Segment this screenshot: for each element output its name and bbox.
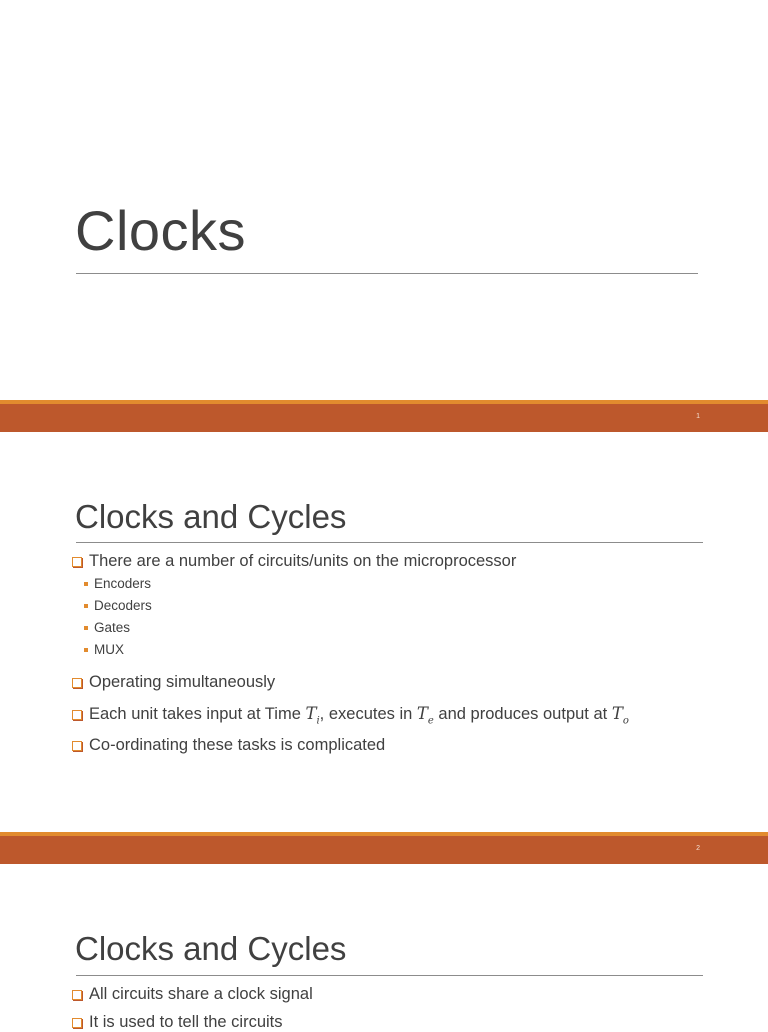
filled-square-bullet-icon	[84, 582, 88, 586]
sub-bullet-item	[84, 620, 130, 635]
sub-bullet-text: Decoders	[94, 598, 152, 613]
sub-bullet-text: MUX	[94, 642, 124, 657]
hollow-square-bullet-icon	[72, 710, 82, 720]
title-divider	[76, 273, 698, 274]
bullet-text: Each unit takes input at Time $T_i$, executes in $T_e$ and produces output at $T_o$	[89, 704, 629, 727]
title-divider	[76, 975, 703, 976]
hollow-square-bullet-icon	[72, 557, 82, 567]
bullet-item	[72, 704, 629, 726]
bullet-item	[72, 736, 385, 755]
filled-square-bullet-icon	[84, 604, 88, 608]
sub-bullet-text: Encoders	[94, 576, 152, 591]
bullet-text: All circuits share a clock signal	[89, 985, 313, 1003]
bullet-item	[72, 673, 275, 692]
slide-3-title: Clocks and Cycles	[75, 930, 347, 967]
filled-square-bullet-icon	[84, 648, 88, 652]
bullet-text: Operating simultaneously	[89, 673, 276, 691]
hollow-square-bullet-icon	[72, 741, 82, 751]
slide-1-footer	[0, 400, 768, 432]
slide-1-title: Clocks	[75, 199, 247, 262]
footer-accent-stripe	[0, 400, 768, 404]
page-number: 1	[696, 413, 700, 420]
footer-accent-stripe	[0, 832, 768, 836]
filled-square-bullet-icon	[84, 626, 88, 630]
hollow-square-bullet-icon	[72, 678, 82, 688]
page-number: 2	[696, 845, 700, 852]
sub-bullet-item	[84, 642, 124, 657]
sub-bullet-text: Gates	[94, 620, 131, 635]
slide-2-footer	[0, 832, 768, 864]
bullet-text: It is used to tell the circuits	[89, 1013, 283, 1031]
sub-bullet-item	[84, 576, 151, 591]
bullet-item	[72, 985, 313, 1004]
bullet-text: Co-ordinating these tasks is complicated	[89, 736, 386, 754]
bullet-text: There are a number of circuits/units on the microprocessor	[89, 552, 517, 570]
bullet-item	[72, 552, 516, 571]
slide-2-title: Clocks and Cycles	[75, 498, 347, 535]
sub-bullet-item	[84, 598, 152, 613]
hollow-square-bullet-icon	[72, 1018, 82, 1028]
title-divider	[76, 542, 703, 543]
bullet-item	[72, 1013, 283, 1032]
hollow-square-bullet-icon	[72, 990, 82, 1000]
